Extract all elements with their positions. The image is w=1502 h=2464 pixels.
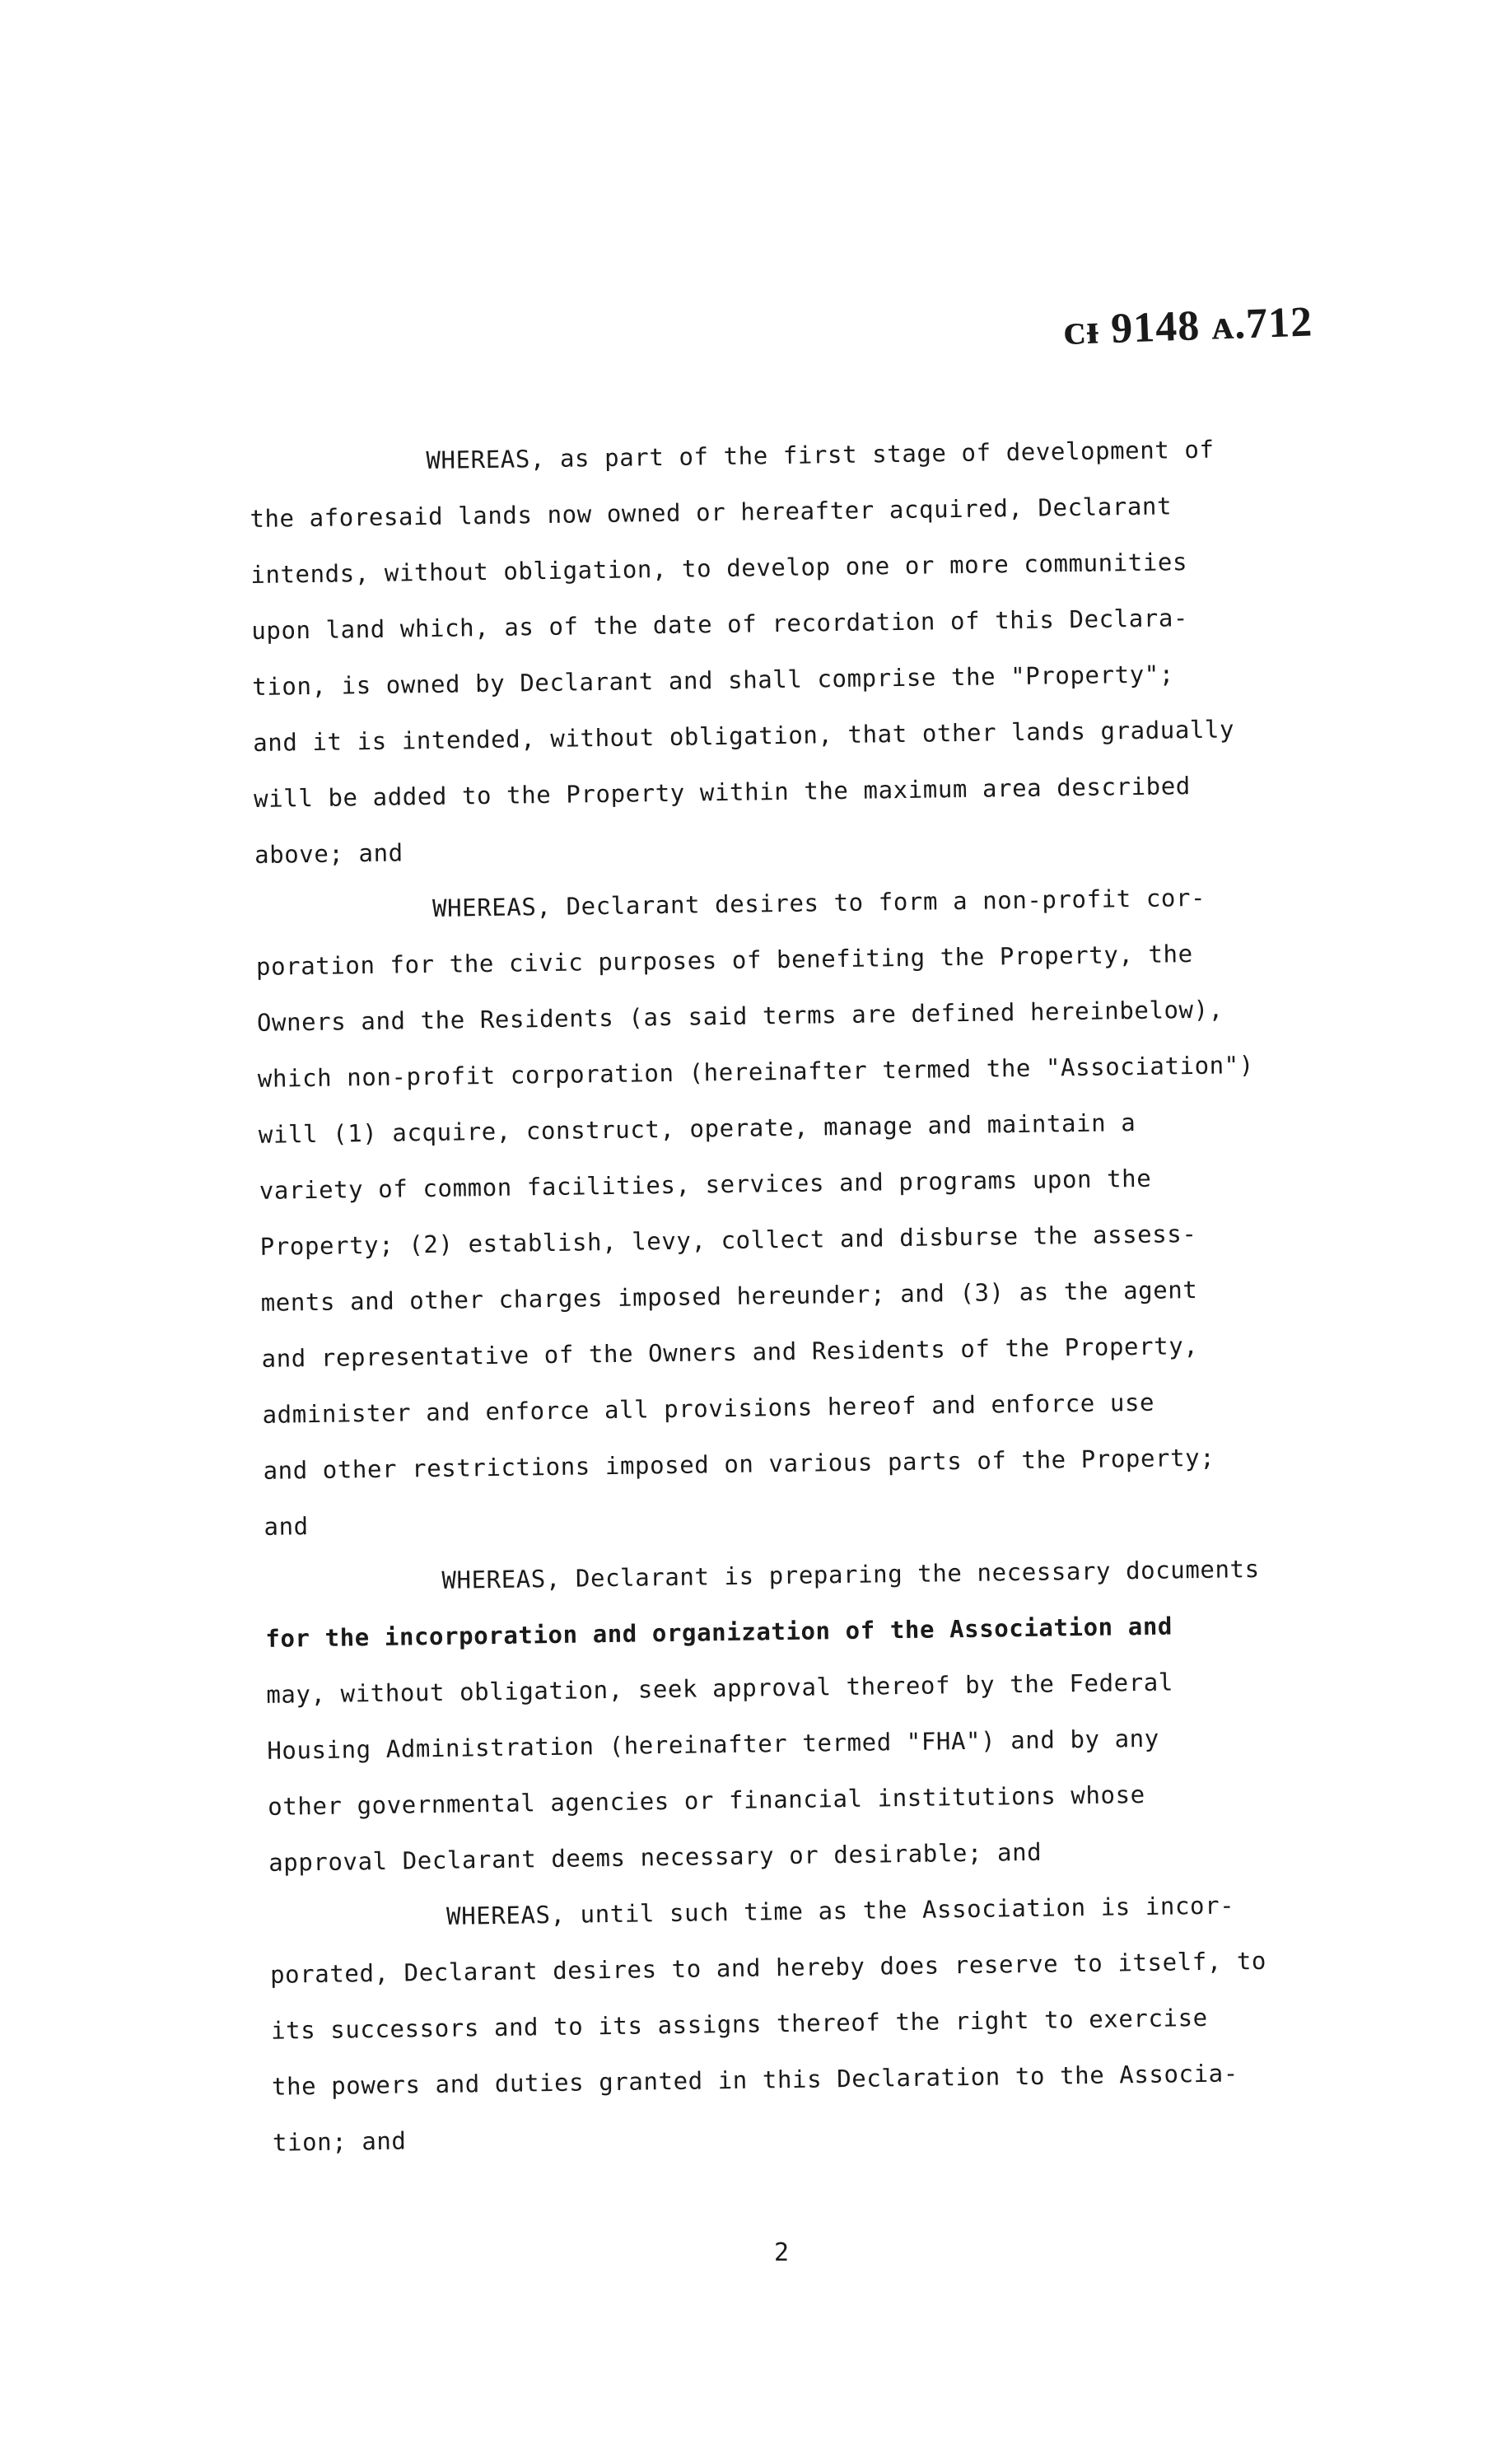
document-body	[249, 418, 1425, 2170]
text-line: Property; (2) establish, levy, collect and disburse the assess-	[259, 1220, 1197, 1261]
text-line: poration for the civic purposes of benefiting the Property, the	[255, 940, 1193, 981]
book-page-reference: ᴄᵻ 9148 ᴀ.712	[1062, 298, 1313, 354]
text-line: the aforesaid lands now owned or hereafter acquired, Declarant	[250, 492, 1173, 533]
text-line: WHEREAS, as part of the first stage of development of	[426, 435, 1215, 474]
text-line: Housing Administration (hereinafter termed "FHA") and by any	[267, 1724, 1160, 1765]
text-line: tion; and	[272, 2126, 407, 2157]
text-line: and	[264, 1512, 309, 1541]
text-line: tion, is owned by Declarant and shall comprise the "Property";	[252, 660, 1175, 701]
text-line: which non-profit corporation (hereinafter termed the "Association")	[257, 1051, 1255, 1093]
text-line: other governmental agencies or financial institutions whose	[268, 1780, 1145, 1821]
text-line: its successors and to its assigns thereof the right to exercise	[270, 2003, 1208, 2045]
page-number: 2	[774, 2238, 790, 2267]
text-line: porated, Declarant desires to and hereby does reserve to itself, to	[269, 1946, 1267, 1989]
text-line: upon land which, as of the date of recordation of this Declara-	[251, 604, 1189, 645]
text-line: and other restrictions imposed on various parts of the Property;	[263, 1443, 1215, 1485]
text-line: ments and other charges imposed hereunder; and (3) as the agent	[260, 1276, 1198, 1317]
text-line: WHEREAS, until such time as the Association is incor-	[445, 1891, 1235, 1930]
text-line: for the incorporation and organization of the Association and	[265, 1612, 1173, 1653]
text-line: above; and	[254, 838, 403, 869]
text-line: Owners and the Residents (as said terms are defined hereinbelow),	[256, 995, 1224, 1037]
text-line: administer and enforce all provisions hereof and enforce use	[262, 1388, 1155, 1429]
text-line: will be added to the Property within the maximum area described	[253, 772, 1192, 813]
text-line: and representative of the Owners and Residents of the Property,	[261, 1332, 1199, 1373]
text-line: intends, without obligation, to develop one or more communities	[250, 548, 1188, 589]
text-line: approval Declarant deems necessary or desirable; and	[268, 1837, 1043, 1877]
text-line: may, without obligation, seek approval thereof by the Federal	[266, 1668, 1174, 1709]
text-line: WHEREAS, Declarant desires to form a non-profit cor-	[431, 883, 1206, 922]
text-line: and it is intended, without obligation, that other lands gradually	[252, 715, 1235, 757]
text-line: will (1) acquire, construct, operate, manage and maintain a	[258, 1108, 1136, 1149]
text-line: variety of common facilities, services and programs upon the	[259, 1164, 1152, 1205]
text-line: the powers and duties granted in this Declaration to the Associa-	[271, 2059, 1239, 2101]
text-line: WHEREAS, Declarant is preparing the necessary documents	[441, 1554, 1260, 1594]
